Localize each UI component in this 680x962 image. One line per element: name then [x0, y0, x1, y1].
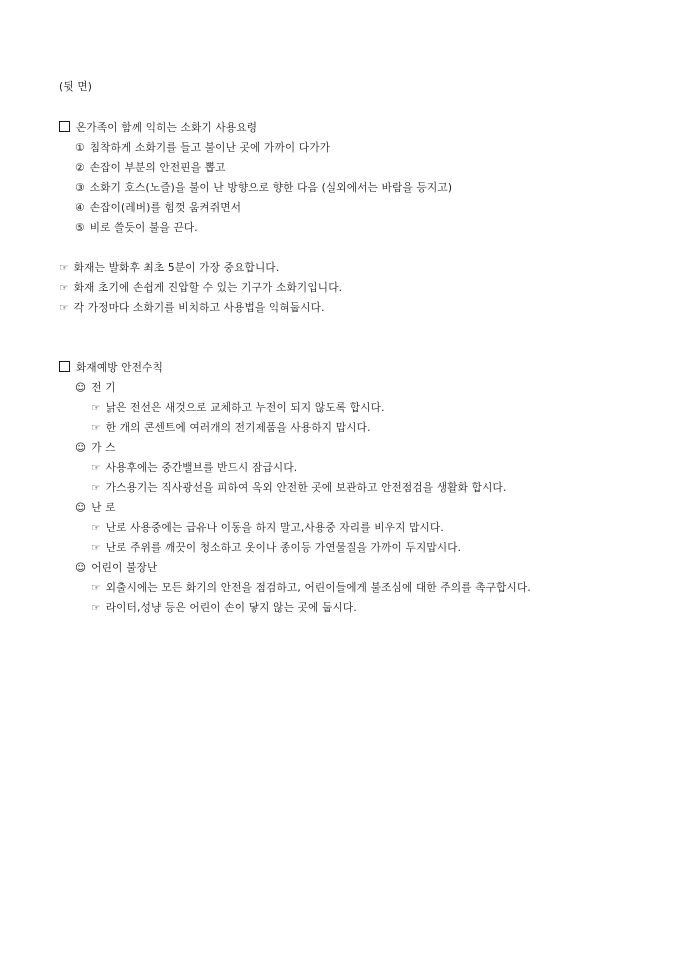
- pointing-hand-icon: ☞: [91, 522, 101, 534]
- pointing-hand-icon: ☞: [91, 482, 101, 494]
- step-number: ①: [75, 142, 85, 154]
- rule-text: 난로 사용중에는 급유나 이동을 하지 말고,사용중 자리를 비우지 맙시다.: [105, 522, 444, 534]
- step-item: [75, 201, 241, 215]
- pointing-hand-icon: ☞: [91, 602, 101, 614]
- note-item: [59, 301, 325, 315]
- section-title: 온가족이 함께 익히는 소화기 사용요령: [76, 122, 258, 134]
- rule-text: 외출시에는 모든 화기의 안전을 점검하고, 어린이들에게 불조심에 대한 주의를 촉구합시다.: [105, 582, 531, 594]
- group-title: 전 기: [91, 382, 116, 394]
- rule-item: [91, 421, 371, 435]
- group-title: 어린이 불장난: [91, 562, 158, 574]
- group-heading-electricity: [75, 381, 116, 395]
- smiley-icon: ☺: [75, 442, 87, 454]
- rule-item: [91, 541, 461, 555]
- smiley-icon: ☺: [75, 562, 87, 574]
- pointing-hand-icon: ☞: [91, 402, 101, 414]
- step-text: 소화기 호스(노즐)을 불이 난 방향으로 향한 다음 (실외에서는 바람을 등지고): [89, 182, 453, 194]
- pointing-hand-icon: ☞: [59, 302, 69, 314]
- note-text: 화재는 발화후 최초 5분이 가장 중요합니다.: [73, 262, 280, 274]
- step-text: 손잡이 부분의 안전핀을 뽑고: [89, 162, 226, 174]
- group-heading-gas: [75, 441, 116, 455]
- rule-item: [91, 581, 531, 595]
- rule-item: [91, 601, 357, 615]
- rule-item: [91, 401, 385, 415]
- rule-item: [91, 461, 297, 475]
- step-item: [75, 141, 330, 155]
- smiley-icon: ☺: [75, 382, 87, 394]
- pointing-hand-icon: ☞: [59, 262, 69, 274]
- rule-text: 한 개의 콘센트에 여러개의 전기제품을 사용하지 맙시다.: [105, 422, 371, 434]
- checkbox-square-icon: [59, 121, 70, 132]
- pointing-hand-icon: ☞: [91, 582, 101, 594]
- group-title: 가 스: [91, 442, 116, 454]
- smiley-icon: ☺: [75, 502, 87, 514]
- rule-item: [91, 521, 444, 535]
- step-text: 손잡이(레버)를 힘껏 움켜쥐면서: [89, 202, 242, 214]
- rule-text: 가스용기는 직사광선을 피하여 옥외 안전한 곳에 보관하고 안전점검을 생활화 합시다.: [105, 482, 507, 494]
- group-heading-children: [75, 561, 157, 575]
- pointing-hand-icon: ☞: [59, 282, 69, 294]
- pointing-hand-icon: ☞: [91, 542, 101, 554]
- rule-text: 라이터,성냥 등은 어린이 손이 닿지 않는 곳에 둡시다.: [105, 602, 357, 614]
- back-side-label: (뒷 면): [59, 81, 93, 93]
- step-text: 비로 쓸듯이 불을 끈다.: [89, 222, 198, 234]
- rule-text: 낡은 전선은 새것으로 교체하고 누전이 되지 않도록 합시다.: [105, 402, 385, 414]
- step-item: [75, 221, 198, 235]
- pointing-hand-icon: ☞: [91, 422, 101, 434]
- step-item: [75, 161, 226, 175]
- step-number: ②: [75, 162, 85, 174]
- note-text: 각 가정마다 소화기를 비치하고 사용법을 익혀둡시다.: [73, 302, 325, 314]
- group-title: 난 로: [91, 502, 116, 514]
- rule-item: [91, 481, 507, 495]
- group-heading-heater: [75, 501, 116, 515]
- pointing-hand-icon: ☞: [91, 462, 101, 474]
- section-title: 화재예방 안전수칙: [76, 362, 164, 374]
- step-number: ⑤: [75, 222, 85, 234]
- note-item: [59, 281, 342, 295]
- rule-text: 사용후에는 중간밸브를 반드시 잠급시다.: [105, 462, 298, 474]
- note-item: [59, 261, 279, 275]
- section-heading-prevention: [59, 361, 163, 375]
- step-text: 침착하게 소화기를 들고 불이난 곳에 가까이 다가가: [89, 142, 331, 154]
- step-number: ③: [75, 182, 85, 194]
- step-number: ④: [75, 202, 85, 214]
- step-item: [75, 181, 452, 195]
- rule-text: 난로 주위를 깨끗이 청소하고 옷이나 종이등 가연물질을 가까이 두지맙시다.: [105, 542, 462, 554]
- section-heading-extinguisher: [59, 121, 257, 135]
- note-text: 화재 초기에 손쉽게 진압할 수 있는 기구가 소화기입니다.: [73, 282, 343, 294]
- checkbox-square-icon: [59, 361, 70, 372]
